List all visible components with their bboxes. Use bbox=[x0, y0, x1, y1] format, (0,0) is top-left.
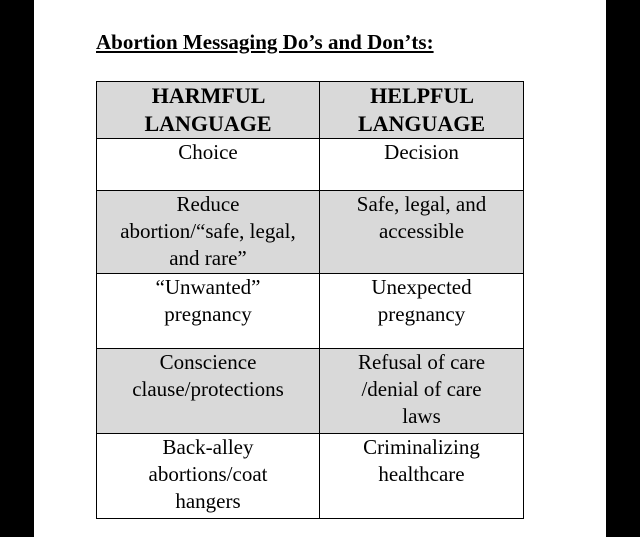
helpful-cell bbox=[320, 349, 524, 434]
harmful-cell bbox=[97, 274, 320, 349]
cell-text: pregnancy bbox=[377, 302, 466, 326]
header-helpful-language bbox=[320, 82, 524, 139]
cell-text: Reduce bbox=[176, 192, 240, 216]
cell-text: abortion/“safe, legal, bbox=[120, 219, 296, 243]
cell-text: pregnancy bbox=[164, 302, 252, 326]
cell-text: and rare” bbox=[169, 246, 247, 270]
table-header-row bbox=[97, 82, 524, 139]
cell-text: abortions/coat bbox=[148, 462, 268, 486]
helpful-cell bbox=[320, 434, 524, 519]
header-text: HARMFUL bbox=[151, 83, 265, 108]
table-row bbox=[97, 191, 524, 274]
cell-text: Safe, legal, and bbox=[356, 192, 487, 216]
table-row bbox=[97, 349, 524, 434]
helpful-cell bbox=[320, 274, 524, 349]
header-text: HELPFUL bbox=[370, 83, 473, 108]
cell-text: /denial of care bbox=[361, 377, 482, 401]
cell-text: Conscience bbox=[159, 350, 257, 374]
cell-text: laws bbox=[402, 404, 441, 428]
table-row bbox=[97, 434, 524, 519]
cell-text: healthcare bbox=[378, 462, 465, 486]
harmful-cell bbox=[97, 349, 320, 434]
cell-text: “Unwanted” bbox=[155, 275, 261, 299]
document-page bbox=[34, 0, 606, 537]
document-title: Abortion Messaging Do’s and Don’ts: bbox=[96, 30, 434, 54]
messaging-table bbox=[96, 81, 524, 519]
harmful-cell bbox=[97, 139, 320, 191]
helpful-cell bbox=[320, 139, 524, 191]
helpful-cell bbox=[320, 191, 524, 274]
cell-text: Refusal of care bbox=[357, 350, 486, 374]
harmful-cell bbox=[97, 191, 320, 274]
harmful-cell bbox=[97, 434, 320, 519]
header-harmful-language bbox=[97, 82, 320, 139]
header-text: LANGUAGE bbox=[357, 111, 486, 136]
cell-text: Back-alley bbox=[162, 435, 254, 459]
cell-text: hangers bbox=[175, 489, 241, 513]
table-row bbox=[97, 274, 524, 349]
cell-text: accessible bbox=[378, 219, 465, 243]
table-row bbox=[97, 139, 524, 191]
header-text: LANGUAGE bbox=[144, 111, 272, 136]
cell-text: clause/protections bbox=[132, 377, 284, 401]
cell-text: Criminalizing bbox=[363, 435, 480, 459]
cell-text: Choice bbox=[178, 140, 238, 164]
cell-text: Unexpected bbox=[371, 275, 472, 299]
cell-text: Decision bbox=[384, 140, 459, 164]
